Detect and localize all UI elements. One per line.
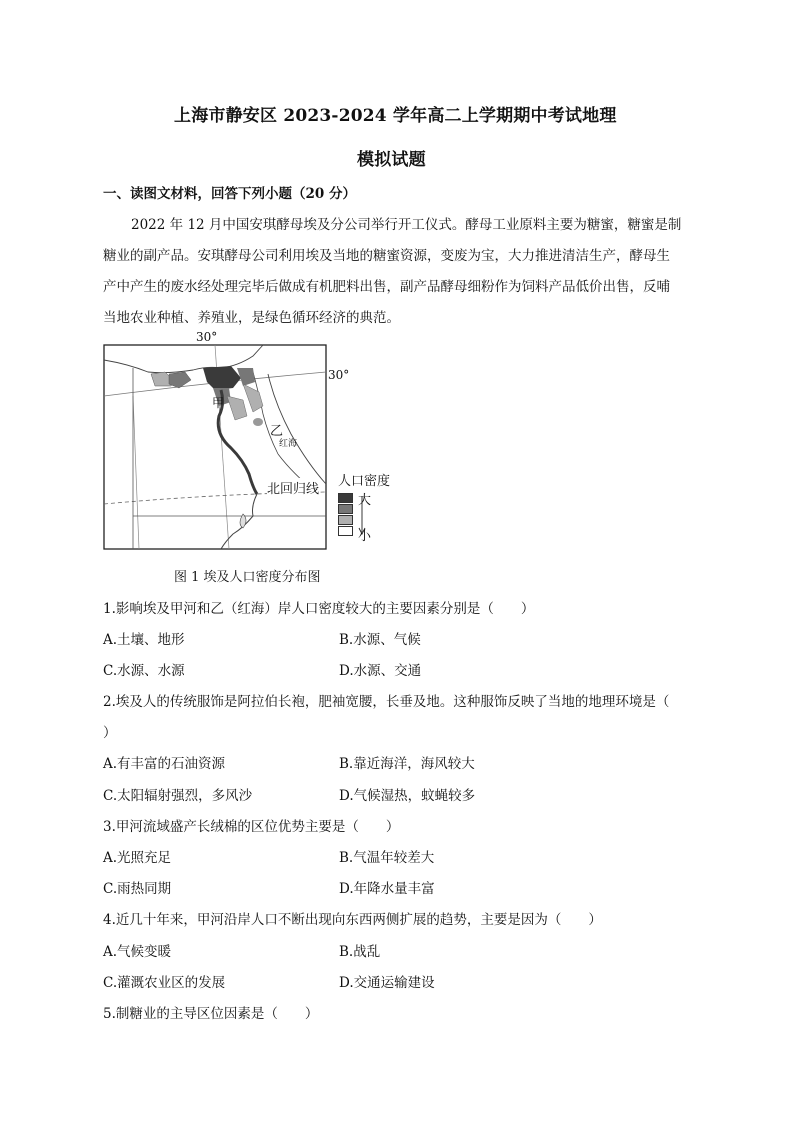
q4-option-b[interactable]: B.战乱 xyxy=(339,944,381,960)
page-subtitle: 模拟试题 xyxy=(357,150,426,170)
page-title: 上海市静安区 2023-2024 学年高二上学期期中考试地理 xyxy=(174,106,617,126)
latitude-label-right: 30° xyxy=(328,368,350,382)
q3-option-c[interactable]: C.雨热同期 xyxy=(103,881,172,897)
q1-option-a[interactable]: A.土壤、地形 xyxy=(103,632,185,648)
q4-option-d[interactable]: D.交通运输建设 xyxy=(339,975,435,991)
question-5: 5.制糖业的主导区位因素是（ ） xyxy=(103,1006,319,1022)
legend-swatch-1 xyxy=(338,493,353,503)
legend-low-label: 小 xyxy=(358,529,372,544)
figure-caption: 图 1 埃及人口密度分布图 xyxy=(174,570,321,585)
q1-option-d[interactable]: D.水源、交通 xyxy=(339,663,422,679)
q4-option-a[interactable]: A.气候变暖 xyxy=(103,944,172,960)
q1-option-b[interactable]: B.水源、气候 xyxy=(339,632,421,648)
q2-option-d[interactable]: D.气候湿热，蚊蝇较多 xyxy=(339,788,476,804)
q4-option-c[interactable]: C.灌溉农业区的发展 xyxy=(103,975,226,991)
q3-option-a[interactable]: A.光照充足 xyxy=(103,850,172,866)
material-line-1: 2022 年 12 月中国安琪酵母埃及分公司举行开工仪式。酵母工业原料主要为糖蜜，糖蜜是制 xyxy=(131,217,682,233)
legend-title: 人口密度 xyxy=(338,474,391,489)
tropic-label: 北回归线 xyxy=(267,478,319,497)
question-4: 4.近几十年来，甲河沿岸人口不断出现向东西两侧扩展的趋势，主要是因为（ ） xyxy=(103,912,602,928)
material-line-2: 糖业的副产品。安琪酵母公司利用埃及当地的糖蜜资源，变废为宝，大力推进清洁生产，酵母生 xyxy=(103,248,670,264)
river-label-jia: 甲 xyxy=(212,396,225,410)
question-3: 3.甲河流域盛产长绒棉的区位优势主要是（ ） xyxy=(103,819,400,835)
label-yi: 乙 xyxy=(270,424,284,439)
legend-swatch-3 xyxy=(338,515,353,525)
q2-option-c[interactable]: C.太阳辐射强烈，多风沙 xyxy=(103,788,253,804)
q2-option-a[interactable]: A.有丰富的石油资源 xyxy=(103,756,226,772)
q3-option-d[interactable]: D.年降水量丰富 xyxy=(339,881,435,897)
legend-high-label: 大 xyxy=(358,493,372,508)
q3-option-b[interactable]: B.气温年较差大 xyxy=(339,850,435,866)
question-2: 2.埃及人的传统服饰是阿拉伯长袍，肥袖宽腰，长垂及地。这种服饰反映了当地的地理环境是（ xyxy=(103,694,670,710)
material-line-3: 产中产生的废水经处理完毕后做成有机肥料出售，副产品酵母细粉作为饲料产品低价出售，反哺 xyxy=(103,279,670,295)
label-red-sea: 红海 xyxy=(279,439,298,449)
material-line-4: 当地农业种植、养殖业，是绿色循环经济的典范。 xyxy=(103,310,400,326)
q2-option-b[interactable]: B.靠近海洋，海风较大 xyxy=(339,756,475,772)
question-1: 1.影响埃及甲河和乙（红海）岸人口密度较大的主要因素分别是（ ） xyxy=(103,601,535,617)
section-heading: 一、读图文材料，回答下列小题（20 分） xyxy=(103,186,356,202)
legend-swatch-4 xyxy=(338,526,353,536)
legend-swatch-2 xyxy=(338,504,353,514)
q1-option-c[interactable]: C.水源、水源 xyxy=(103,663,185,679)
question-2-cont: ） xyxy=(103,725,117,741)
latitude-label-top: 30° xyxy=(196,330,218,344)
